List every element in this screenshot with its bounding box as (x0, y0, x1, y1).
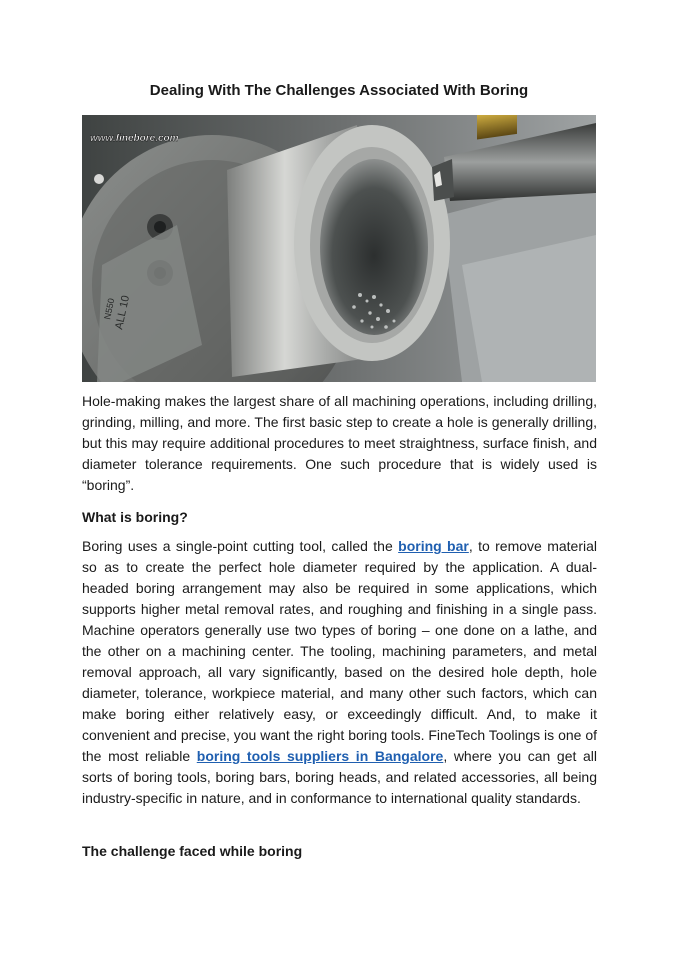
boring-description-paragraph (82, 536, 597, 809)
paragraph-text: , where you can get all sorts of boring tools, boring bars, boring heads, and related accessories, all being industry-specific in nature, and in conformance to international quality standards. (82, 748, 597, 806)
boring-bar-link[interactable]: boring bar (398, 538, 469, 554)
intro-paragraph: Hole-making makes the largest share of all machining operations, including drilling, grinding, milling, and more. The first basic step to create a hole is generally drilling, but this may require additional procedures to meet straightness, surface finish, and diameter tolerance requirements. One such procedure that is widely used is “boring”. (82, 393, 597, 493)
section-heading-challenge: The challenge faced while boring (82, 843, 303, 859)
boring-operation-photo (82, 115, 596, 382)
section-heading-what-is-boring: What is boring? (82, 509, 188, 525)
paragraph-text: , to remove material so as to create the perfect hole diameter required by the application. A dual-headed boring arrangement may also be required in some applications, which supports higher metal removal rates, and roughing and finishing in a single pass. Machine operators generally use two types of boring – one done on a lathe, and the other on a machining center. The tooling, machining parameters, and metal removal approach, all vary significantly, based on the desired hole depth, hole diameter, tolerance, workpiece material, and many other such factors, which can make boring either relatively easy, or exceedingly difficult. And, to make it convenient and precise, you want the right boring tools. FineTech Toolings is one of the most reliable (82, 538, 597, 764)
photo-watermark: www.finebore.com (90, 133, 179, 144)
document-title: Dealing With The Challenges Associated With Boring (149, 82, 529, 99)
paragraph-text: Boring uses a single-point cutting tool, called the (82, 538, 399, 554)
boring-tools-suppliers-link[interactable]: boring tools suppliers in Bangalore (196, 748, 444, 764)
chuck-engraving: ALL 10 (113, 294, 133, 331)
chuck-engraving-2: N550 (102, 297, 117, 321)
